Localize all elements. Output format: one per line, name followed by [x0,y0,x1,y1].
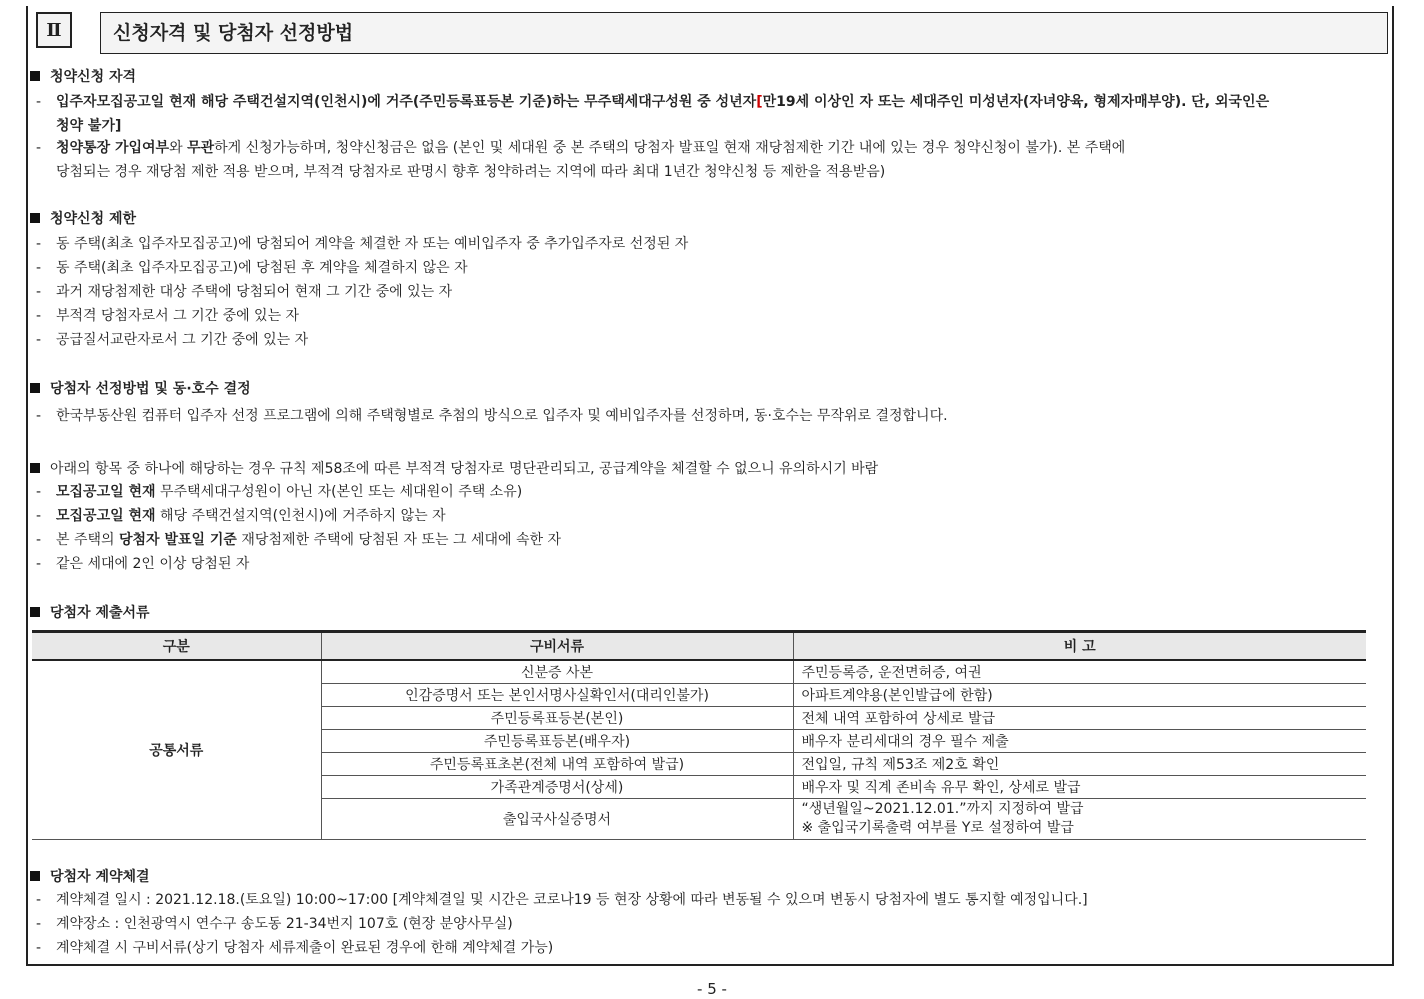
square-bullet-icon [30,383,40,393]
note-cell: 주민등록증, 운전면허증, 여권 [793,660,1366,684]
note-cell: “생년월일~2021.12.01.”까지 지정하여 발급 ※ 출입국기록출력 여부를 Y로 설정하여 발급 [793,799,1366,840]
list-item: - 계약체결 시 구비서류(상기 당첨자 세류제출이 완료된 경우에 한해 계약체결 가능) [36,940,554,956]
doc-cell: 주민등록표등본(배우자) [321,730,793,753]
category-cell: 공통서류 [32,660,321,840]
list-item: - 같은 세대에 2인 이상 당첨된 자 [36,556,250,572]
square-bullet-icon [30,607,40,617]
list-item: - 동 주택(최초 입주자모집공고)에 당첨되어 계약을 체결한 자 또는 예비입주자 중 추가입주자로 선정된 자 [36,236,689,252]
documents-table [32,630,1366,840]
doc-cell: 주민등록표등본(본인) [321,707,793,730]
col-header-note: 비 고 [793,632,1366,661]
list-item: - 부적격 당첨자로서 그 기간 중에 있는 자 [36,308,300,324]
list-item: - 계약장소 : 인천광역시 연수구 송도동 21-34번지 107호 (현장 분양사무실) [36,916,513,932]
list-item: - 입주자모집공고일 현재 해당 주택건설지역(인천시)에 거주(주민등록표등본 기준)하는 무주택세대구성원 중 성년자[만19세 이상인 자 또는 세대주인 미성년자(자녀양육, 형제자매부양). 단, 외국인은 [36,94,1270,110]
list-item: - 본 주택의 당첨자 발표일 기준 재당첨제한 주택에 당첨된 자 또는 그 세대에 속한 자 [36,532,562,548]
note-cell: 배우자 및 직계 존비속 유무 확인, 상세로 발급 [793,776,1366,799]
section-heading-documents: 당첨자 제출서류 [30,602,150,622]
square-bullet-icon [30,871,40,881]
doc-cell: 가족관계증명서(상세) [321,776,793,799]
list-item-cont: 당첨되는 경우 재당첨 제한 적용 받으며, 부적격 당첨자로 판명시 향후 청약하려는 지역에 따라 최대 1년간 청약신청 등 제한을 적용받음) [56,164,886,180]
doc-cell: 인감증명서 또는 본인서명사실확인서(대리인불가) [321,684,793,707]
list-item: - 한국부동산원 컴퓨터 입주자 선정 프로그램에 의해 주택형별로 추첨의 방식으로 입주자 및 예비입주자를 선정하며, 동·호수는 무작위로 결정합니다. [36,408,948,424]
col-header-docs: 구비서류 [321,632,793,661]
list-item: - 과거 재당첨제한 대상 주택에 당첨되어 현재 그 기간 중에 있는 자 [36,284,453,300]
list-item: - 모집공고일 현재 해당 주택건설지역(인천시)에 거주하지 않는 자 [36,508,446,524]
list-item: - 청약통장 가입여부와 무관하게 신청가능하며, 청약신청금은 없음 (본인 및 세대원 중 본 주택의 당첨자 발표일 현재 재당첨제한 기간 내에 있는 경우 청약신청이 불가). 본 주택에 [36,140,1126,156]
doc-cell: 출입국사실증명서 [321,799,793,840]
square-bullet-icon [30,463,40,473]
section-heading-eligibility: 청약신청 자격 [30,66,136,86]
note-cell: 배우자 분리세대의 경우 필수 제출 [793,730,1366,753]
section-title: 신청자격 및 당첨자 선정방법 [100,12,1388,54]
list-item: - 동 주택(최초 입주자모집공고)에 당첨된 후 계약을 체결하지 않은 자 [36,260,468,276]
list-item: - 계약체결 일시 : 2021.12.18.(토요일) 10:00~17:00 [계약체결일 및 시간은 코로나19 등 현장 상황에 따라 변동될 수 있으며 변동시 당첨자에 별도 통지할 예정입니다.] [36,892,1088,908]
note-cell: 전체 내역 포함하여 상세로 발급 [793,707,1366,730]
section-heading-contract: 당첨자 계약체결 [30,866,150,886]
square-bullet-icon [30,213,40,223]
table-row [32,660,1366,684]
list-item: - 공급질서교란자로서 그 기간 중에 있는 자 [36,332,309,348]
doc-cell: 주민등록표초본(전체 내역 포함하여 발급) [321,753,793,776]
section-heading-restriction: 청약신청 제한 [30,208,136,228]
note-cell: 전입일, 규칙 제53조 제2호 확인 [793,753,1366,776]
page-number: - 5 - [697,980,727,998]
square-bullet-icon [30,71,40,81]
col-header-category: 구분 [32,632,321,661]
section-number: Ⅱ [36,12,72,48]
section-heading-selection: 당첨자 선정방법 및 동·호수 결정 [30,378,251,398]
section-heading-ineligible: 아래의 항목 중 하나에 해당하는 경우 규칙 제58조에 따른 부적격 당첨자로 명단관리되고, 공급계약을 체결할 수 없으니 유의하시기 바람 [30,458,878,478]
table-header-row [32,632,1366,661]
doc-cell: 신분증 사본 [321,660,793,684]
list-item-cont: 청약 불가] [56,118,122,134]
list-item: - 모집공고일 현재 무주택세대구성원이 아닌 자(본인 또는 세대원이 주택 소유) [36,484,523,500]
note-cell: 아파트계약용(본인발급에 한함) [793,684,1366,707]
